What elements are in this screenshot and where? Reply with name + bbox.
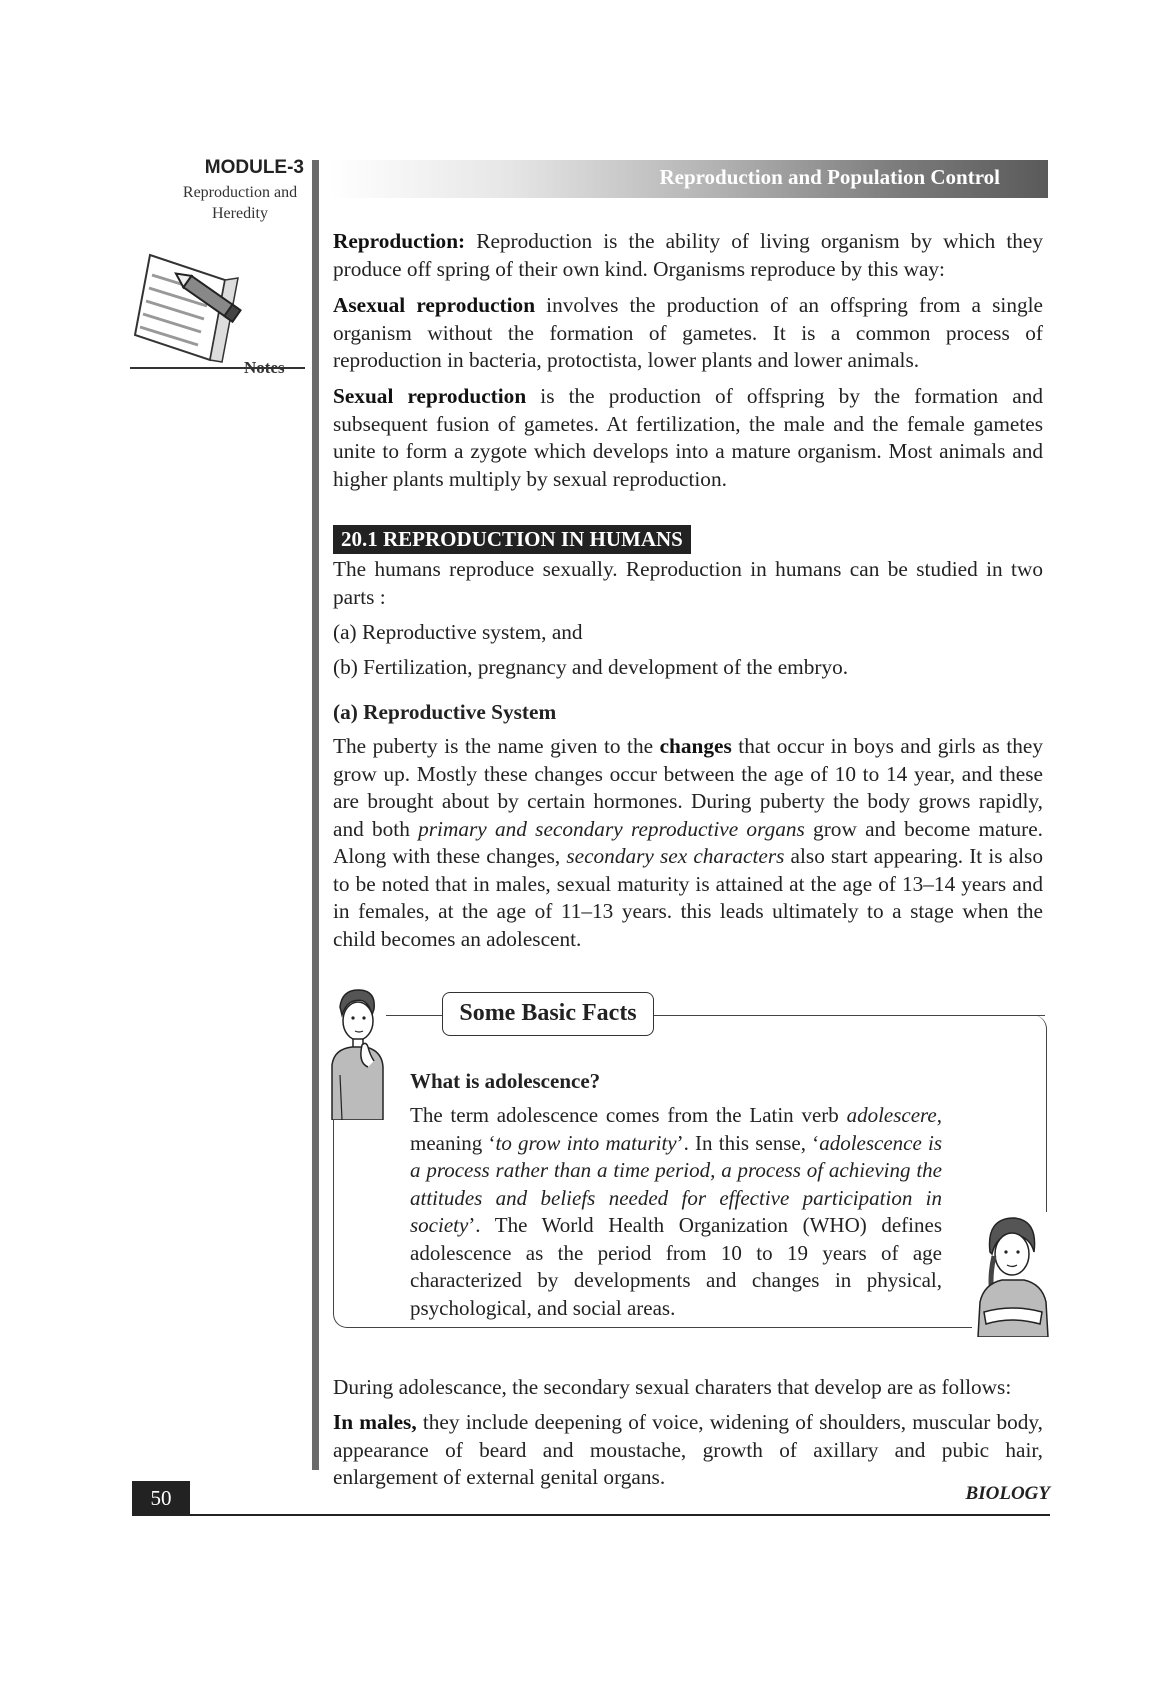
subsection-heading: (a) Reproductive System xyxy=(333,700,557,724)
facts-text-4: ’. The World Health Organization (WHO) defines adolescence as the period from 10 to 19 years of age characterized by developments and changes in physical, psychological, and social areas. xyxy=(410,1213,942,1320)
facts-text-2: , meaning ‘ xyxy=(410,1103,942,1155)
males-text: they include deepening of voice, widening of shoulders, muscular body, appearance of beard and moustache, growth of axillary and pubic hair, enlargement of external genital organs. xyxy=(333,1410,1044,1489)
asexual-paragraph xyxy=(333,292,1043,375)
facts-question: What is adolescence? xyxy=(410,1069,601,1093)
facts-box-title: Some Basic Facts xyxy=(442,992,654,1036)
asexual-text: involves the production of an offspring from a single organism without the formation of gametes. It is a common process of reproduction in bacteria, protoctista, lower plants and lower animals. xyxy=(333,293,1043,372)
section-intro: The humans reproduce sexually. Reproduction in humans can be studied in two parts : xyxy=(333,557,1043,609)
section-heading: 20.1 REPRODUCTION IN HUMANS xyxy=(333,525,691,554)
asexual-term: Asexual reproduction xyxy=(333,293,536,317)
puberty-text-3: grow and become mature. Along with these changes, xyxy=(333,816,1043,868)
facts-text-3: ’. In this sense, ‘ xyxy=(676,1130,820,1155)
module-label: MODULE-3 xyxy=(204,157,304,178)
footer-rule xyxy=(132,1514,1050,1516)
notes-label: Notes xyxy=(244,358,285,377)
puberty-text-1: The puberty is the name given to the xyxy=(333,734,660,758)
sexual-paragraph xyxy=(333,383,1043,493)
facts-meaning: to grow into maturity xyxy=(495,1130,677,1155)
facts-latin-verb: adolescere xyxy=(846,1103,937,1127)
page-number: 50 xyxy=(132,1481,190,1515)
sexual-text: is the production of offspring by the formation and subsequent fusion of gametes. At fertilization, the male and the female gametes unite to form a zygote which develops into a mature organism. Most animals and higher plants multiply by sexual reproduction. xyxy=(333,384,1044,491)
boy-illustration-icon xyxy=(328,985,386,1120)
facts-quote: adolescence is a process rather than a time period, a process of achieving the attitudes and beliefs needed for effective participation in society xyxy=(410,1130,942,1237)
girl-illustration-icon xyxy=(972,1212,1052,1337)
facts-text-1: The term adolescence comes from the Latin verb xyxy=(410,1103,847,1127)
adolescence-line: During adolescance, the secondary sexual charaters that develop are as follows: xyxy=(333,1375,1012,1399)
puberty-organs: primary and secondary reproductive organs xyxy=(418,816,805,841)
chapter-title: Reproduction and Population Control xyxy=(659,165,1000,189)
footer-subject: BIOLOGY xyxy=(965,1483,1050,1504)
reproduction-text: Reproduction is the ability of living organism by which they produce off spring of their own kind. Organisms reproduce by this way: xyxy=(333,229,1043,281)
males-term: In males, xyxy=(333,1410,417,1434)
reproduction-paragraph xyxy=(333,228,1043,283)
margin-divider xyxy=(312,160,319,1470)
module-subtitle: Reproduction and Heredity xyxy=(182,184,298,222)
sexual-term: Sexual reproduction xyxy=(333,384,527,408)
facts-answer xyxy=(410,1102,942,1322)
puberty-sex-characters: secondary sex characters xyxy=(566,844,785,868)
list-item-a: (a) Reproductive system, and xyxy=(333,620,583,644)
puberty-text-2: that occur in boys and girls as they grow up. Mostly these changes occur between the age of 10 to 14 year, and these are brought about by certain hormones. During puberty the body grows rapidly, and both xyxy=(333,734,1044,841)
males-paragraph xyxy=(333,1409,1043,1492)
puberty-changes: changes xyxy=(659,734,732,758)
puberty-text-4: also start appearing. It is also to be noted that in males, sexual maturity is attained at the age of 13–14 years and in females, at the age of 11–13 years. this leads ultimately to a stage when the child becomes an adolescent. xyxy=(333,844,1043,951)
puberty-paragraph xyxy=(333,733,1043,953)
list-item-b: (b) Fertilization, pregnancy and development of the embryo. xyxy=(333,655,849,679)
chapter-header xyxy=(330,160,1048,198)
reproduction-term: Reproduction: xyxy=(333,229,466,253)
